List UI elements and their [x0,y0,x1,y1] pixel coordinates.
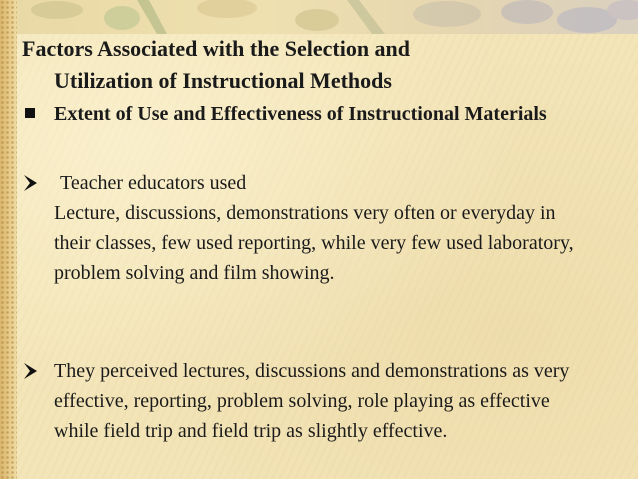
point-2-body: They perceived lectures, discussions and demonstrations as very effective, reporting, problem solving, role playing as effective while field trip and field trip as slightly effective. [54,360,570,442]
slide-title-line2: Utilization of Instructional Methods [54,68,392,93]
slide-title-line1: Factors Associated with the Selection and [22,36,411,61]
subheading-item [22,99,592,161]
subheading-text: Extent of Use and Effectiveness of Instructional Materials [54,103,547,125]
left-border-decoration [0,0,17,479]
floral-banner [17,0,638,34]
point-2-item [22,356,592,476]
point-1-item [22,168,592,318]
arrowhead-bullet-icon [24,175,38,191]
point-1-lead: Teacher educators used [60,172,247,194]
point-1-body: Lecture, discussions, demonstrations very often or everyday in their classes, few used reporting, while very few used laboratory, problem solving and film showing. [54,202,574,284]
slide-title [22,33,582,97]
arrowhead-bullet-icon [24,363,38,379]
floral-banner-art [17,0,638,34]
square-bullet-icon [25,108,35,118]
point-1-text [54,168,594,288]
